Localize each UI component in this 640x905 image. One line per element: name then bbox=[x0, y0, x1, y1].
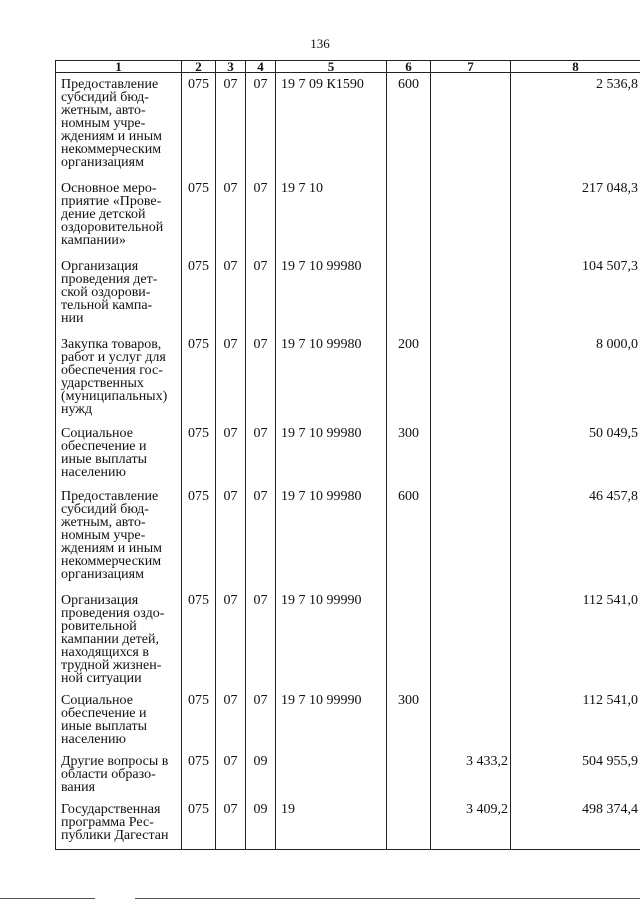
amount-total: 104 507,3 bbox=[511, 255, 640, 333]
amount-total: 2 536,8 bbox=[511, 73, 640, 177]
column-header: 1 bbox=[56, 61, 182, 73]
subsection-code: 09 bbox=[246, 750, 276, 798]
row-name: Предоставление субсидий бюд- жетным, авто- номным учре- ждениям и иным некоммерческим организациям bbox=[56, 73, 182, 177]
header-row bbox=[56, 61, 640, 73]
footer-rule-left bbox=[0, 898, 95, 899]
section-code: 07 bbox=[216, 689, 246, 750]
subsection-code: 07 bbox=[246, 177, 276, 255]
column-header: 4 bbox=[246, 61, 276, 73]
expense-type-code bbox=[387, 177, 431, 255]
expense-type-code: 200 bbox=[387, 333, 431, 422]
expense-type-code: 600 bbox=[387, 73, 431, 177]
target-article-code: 19 7 09 К1590 bbox=[276, 73, 387, 177]
amount-col7 bbox=[431, 333, 511, 422]
section-code: 07 bbox=[216, 485, 246, 589]
target-article-code: 19 bbox=[276, 798, 387, 850]
table-row bbox=[56, 589, 640, 689]
amount-total: 217 048,3 bbox=[511, 177, 640, 255]
row-name: Организация проведения дет- ской оздорови- тельной кампа- нии bbox=[56, 255, 182, 333]
target-article-code: 19 7 10 99980 bbox=[276, 255, 387, 333]
subsection-code: 09 bbox=[246, 798, 276, 850]
chapter-code: 075 bbox=[182, 333, 216, 422]
row-name: Предоставление субсидий бюд- жетным, авто- номным учре- ждениям и иным некоммерческим организациям bbox=[56, 485, 182, 589]
subsection-code: 07 bbox=[246, 689, 276, 750]
amount-col7: 3 433,2 bbox=[431, 750, 511, 798]
section-code: 07 bbox=[216, 750, 246, 798]
row-name: Государственная программа Рес- публики Дагестан bbox=[56, 798, 182, 850]
target-article-code: 19 7 10 bbox=[276, 177, 387, 255]
page-number: 136 bbox=[310, 36, 330, 51]
subsection-code: 07 bbox=[246, 255, 276, 333]
section-code: 07 bbox=[216, 589, 246, 689]
amount-total: 46 457,8 bbox=[511, 485, 640, 589]
chapter-code: 075 bbox=[182, 689, 216, 750]
subsection-code: 07 bbox=[246, 485, 276, 589]
expense-type-code bbox=[387, 798, 431, 850]
amount-total: 504 955,9 bbox=[511, 750, 640, 798]
subsection-code: 07 bbox=[246, 333, 276, 422]
amount-col7 bbox=[431, 422, 511, 485]
section-code: 07 bbox=[216, 333, 246, 422]
amount-col7 bbox=[431, 689, 511, 750]
subsection-code: 07 bbox=[246, 73, 276, 177]
chapter-code: 075 bbox=[182, 750, 216, 798]
section-code: 07 bbox=[216, 255, 246, 333]
amount-col7 bbox=[431, 589, 511, 689]
target-article-code: 19 7 10 99980 bbox=[276, 333, 387, 422]
row-name: Социальное обеспечение и иные выплаты населению bbox=[56, 422, 182, 485]
section-code: 07 bbox=[216, 798, 246, 850]
row-name: Социальное обеспечение и иные выплаты населению bbox=[56, 689, 182, 750]
footer-rule-right bbox=[135, 898, 640, 899]
table-row bbox=[56, 485, 640, 589]
subsection-code: 07 bbox=[246, 422, 276, 485]
amount-col7 bbox=[431, 73, 511, 177]
table-row bbox=[56, 798, 640, 850]
chapter-code: 075 bbox=[182, 485, 216, 589]
amount-col7: 3 409,2 bbox=[431, 798, 511, 850]
table-row bbox=[56, 73, 640, 177]
amount-total: 112 541,0 bbox=[511, 689, 640, 750]
expense-type-code bbox=[387, 750, 431, 798]
table-row bbox=[56, 422, 640, 485]
row-name: Другие вопросы в области образо- вания bbox=[56, 750, 182, 798]
table-row bbox=[56, 255, 640, 333]
chapter-code: 075 bbox=[182, 177, 216, 255]
column-header: 2 bbox=[182, 61, 216, 73]
target-article-code: 19 7 10 99990 bbox=[276, 589, 387, 689]
expense-type-code bbox=[387, 589, 431, 689]
subsection-code: 07 bbox=[246, 589, 276, 689]
chapter-code: 075 bbox=[182, 589, 216, 689]
row-name: Закупка товаров, работ и услуг для обеспечения гос- ударственных (муниципальных) нужд bbox=[56, 333, 182, 422]
amount-col7 bbox=[431, 255, 511, 333]
table-row bbox=[56, 333, 640, 422]
expense-type-code: 300 bbox=[387, 422, 431, 485]
column-header: 3 bbox=[216, 61, 246, 73]
amount-total: 8 000,0 bbox=[511, 333, 640, 422]
amount-total: 498 374,4 bbox=[511, 798, 640, 850]
chapter-code: 075 bbox=[182, 422, 216, 485]
table-row bbox=[56, 750, 640, 798]
expense-type-code: 300 bbox=[387, 689, 431, 750]
table-row bbox=[56, 177, 640, 255]
section-code: 07 bbox=[216, 177, 246, 255]
chapter-code: 075 bbox=[182, 73, 216, 177]
column-header: 8 bbox=[511, 61, 640, 73]
amount-col7 bbox=[431, 485, 511, 589]
chapter-code: 075 bbox=[182, 255, 216, 333]
row-name: Основное меро- приятие «Прове- дение детской оздоровительной кампании» bbox=[56, 177, 182, 255]
expense-type-code: 600 bbox=[387, 485, 431, 589]
budget-table bbox=[55, 60, 640, 850]
amount-total: 50 049,5 bbox=[511, 422, 640, 485]
table-row bbox=[56, 689, 640, 750]
amount-total: 112 541,0 bbox=[511, 589, 640, 689]
section-code: 07 bbox=[216, 73, 246, 177]
target-article-code: 19 7 10 99980 bbox=[276, 485, 387, 589]
target-article-code bbox=[276, 750, 387, 798]
section-code: 07 bbox=[216, 422, 246, 485]
column-header: 5 bbox=[276, 61, 387, 73]
expense-type-code bbox=[387, 255, 431, 333]
target-article-code: 19 7 10 99980 bbox=[276, 422, 387, 485]
row-name: Организация проведения оздо- ровительной кампании детей, находящихся в трудной жизнен- ной ситуации bbox=[56, 589, 182, 689]
column-header: 6 bbox=[387, 61, 431, 73]
column-header: 7 bbox=[431, 61, 511, 73]
chapter-code: 075 bbox=[182, 798, 216, 850]
amount-col7 bbox=[431, 177, 511, 255]
target-article-code: 19 7 10 99990 bbox=[276, 689, 387, 750]
